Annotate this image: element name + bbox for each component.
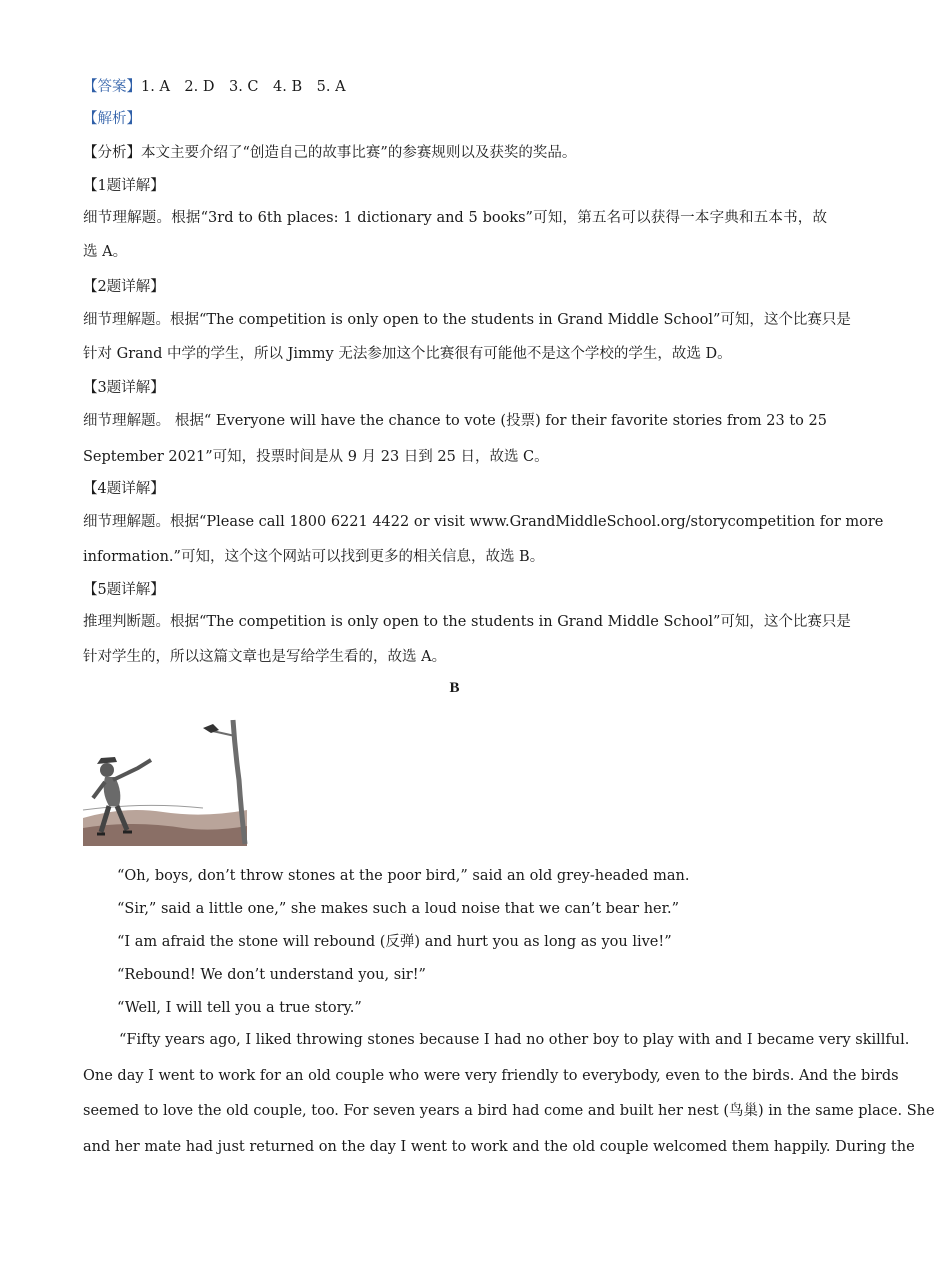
q5-title: 【5题详解】 xyxy=(83,582,165,598)
answer-line xyxy=(83,77,827,97)
q1-line2: 选 A。 xyxy=(83,244,128,260)
q2-line2: 针对 Grand 中学的学生，所以 Jimmy 无法参加这个比赛很有可能他不是这个学校的学生，故选 D。 xyxy=(83,346,732,362)
q3-line1: 细节理解题。 根据“ Everyone will have the chance to vote (投票) for their favorite stories from 23 to 25 xyxy=(83,413,827,429)
answer-label: 【答案】 xyxy=(83,79,141,95)
q3-title: 【3题详解】 xyxy=(83,380,165,396)
story-paragraph-2: “Sir,” said a little one,” she makes such a loud noise that we can’t bear her.” xyxy=(117,901,680,917)
story-paragraph-5: “Well, I will tell you a true story.” xyxy=(117,1000,362,1016)
section-b-heading: B xyxy=(449,680,460,696)
q4-line1: 细节理解题。根据“Please call 1800 6221 4422 or visit www.GrandMiddleSchool.org/storycompetition for more xyxy=(83,514,884,530)
story-paragraph-6-line-4: and her mate had just returned on the day I went to work and the old couple welcomed them happily. During the xyxy=(83,1139,915,1155)
q2-title: 【2题详解】 xyxy=(83,279,165,295)
story-paragraph-3: “I am afraid the stone will rebound (反弹) and hurt you as long as you live!” xyxy=(117,934,672,950)
illustration-boy-throwing-stone xyxy=(83,710,247,846)
answer-items: 1. A 2. D 3. C 4. B 5. A xyxy=(141,79,346,95)
q1-title: 【1题详解】 xyxy=(83,178,165,194)
q3-line2: September 2021”可知，投票时间是从 9 月 23 日到 25 日，故选 C。 xyxy=(83,449,549,465)
story-paragraph-6-line-1: “Fifty years ago, I liked throwing stones because I had no other boy to play with and I became very skillful. xyxy=(119,1032,910,1048)
q4-title: 【4题详解】 xyxy=(83,481,165,497)
analysis-label: 【解析】 xyxy=(83,111,141,127)
story-paragraph-4: “Rebound! We don’t understand you, sir!” xyxy=(117,967,426,983)
q2-line1: 细节理解题。根据“The competition is only open to the students in Grand Middle School”可知，这个比赛只是 xyxy=(83,312,851,328)
story-paragraph-6-line-2: One day I went to work for an old couple who were very friendly to everybody, even to the birds. And the birds xyxy=(83,1068,899,1084)
q4-line2: information.”可知，这个这个网站可以找到更多的相关信息，故选 B。 xyxy=(83,549,545,565)
q5-line1: 推理判断题。根据“The competition is only open to the students in Grand Middle School”可知，这个比赛只是 xyxy=(83,614,851,630)
q5-line2: 针对学生的，所以这篇文章也是写给学生看的，故选 A。 xyxy=(83,649,447,665)
summary-line: 【分析】本文主要介绍了“创造自己的故事比赛”的参赛规则以及获奖的奖品。 xyxy=(83,145,577,161)
story-paragraph-1: “Oh, boys, don’t throw stones at the poor bird,” said an old grey-headed man. xyxy=(117,868,690,884)
q1-line1: 细节理解题。根据“3rd to 6th places: 1 dictionary and 5 books”可知，第五名可以获得一本字典和五本书，故 xyxy=(83,210,827,226)
story-paragraph-6-line-3: seemed to love the old couple, too. For seven years a bird had come and built her nest (鸟巢) in the same place. She xyxy=(83,1103,935,1119)
